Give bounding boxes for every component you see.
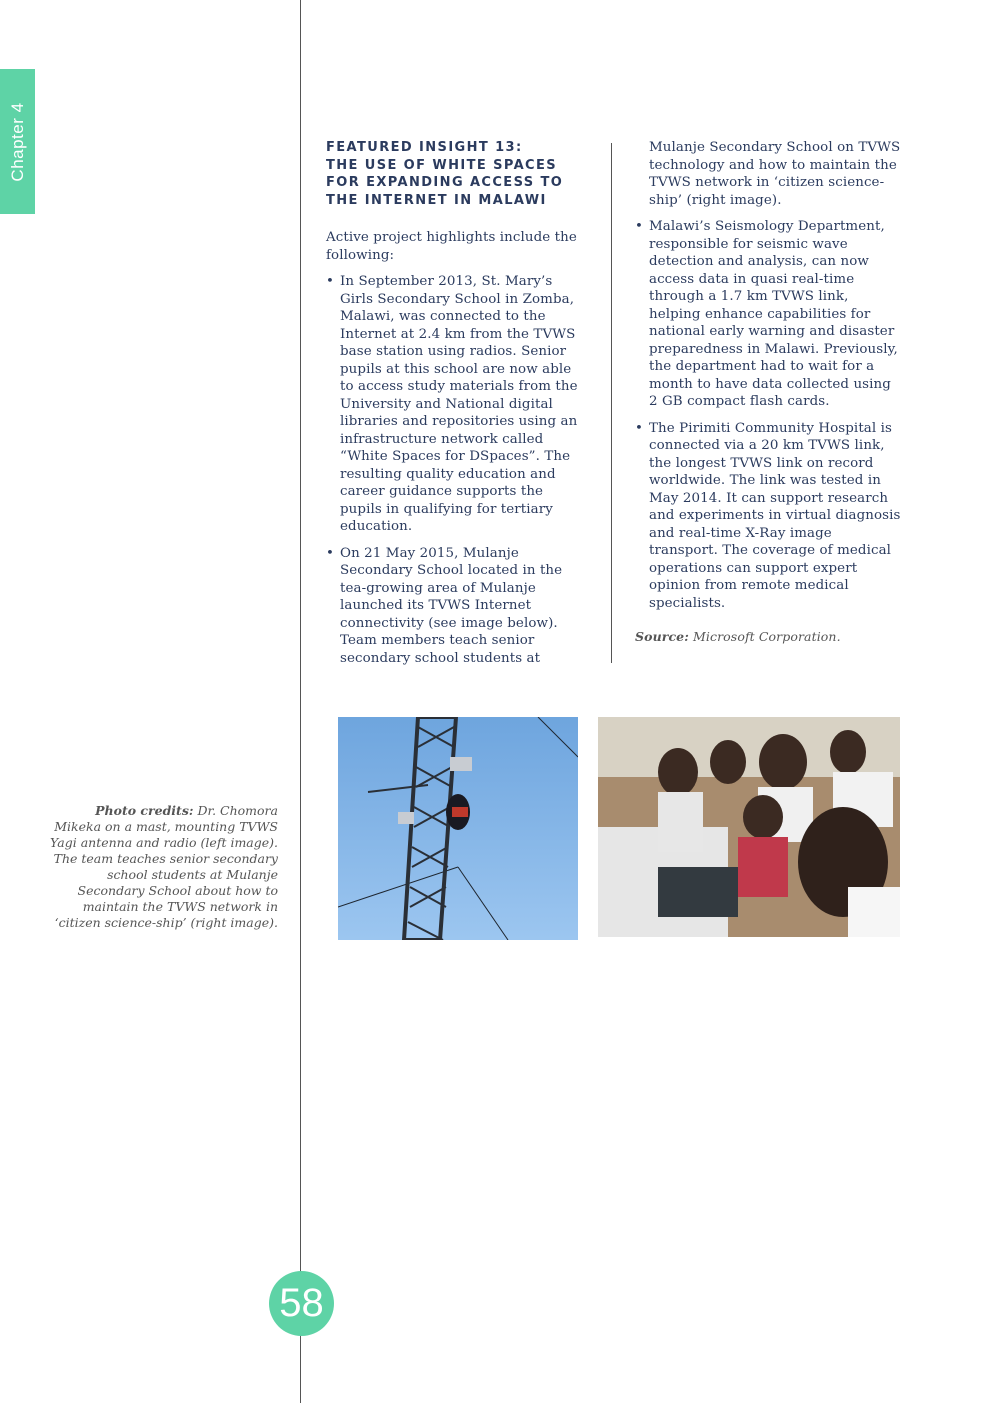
- heading-line: THE INTERNET IN MALAWI: [326, 192, 547, 208]
- heading-line: FOR EXPANDING ACCESS TO: [326, 175, 564, 190]
- list-item: • The Pirimiti Community Hospital is connected via a 20 km TVWS link, the longest TVWS link on record worldwide. The link was tested in May 2014. It can support research and experiments in virtual diagnosis and real-time X-Ray image transport. The coverage of medical operations can support expert opinion from remote medical specialists.: [635, 420, 903, 613]
- insight-right-column: [635, 139, 903, 646]
- continued-text: Mulanje Secondary School on TVWS technology and how to maintain the TVWS network in ‘citizen science-ship’ (right image).: [649, 140, 901, 208]
- heading-line: THE USE OF WHITE SPACES: [326, 157, 558, 173]
- source-text: Microsoft Corporation.: [693, 629, 841, 644]
- heading-line: FEATURED INSIGHT 13:: [326, 140, 523, 155]
- source-label: Source:: [635, 629, 689, 644]
- page-number: 58: [269, 1271, 334, 1336]
- insight-left-column: [326, 139, 584, 676]
- column-divider: [611, 143, 612, 663]
- photo-caption: [48, 803, 278, 931]
- mast-illustration: [338, 717, 578, 940]
- highlights-list-continued: [635, 218, 903, 612]
- list-item: • On 21 May 2015, Mulanje Secondary School located in the tea-growing area of Mulanje launched its TVWS Internet connectivity (see image below). Team members teach senior secondary school students at: [326, 545, 584, 668]
- highlights-list: [326, 273, 584, 667]
- caption-text: Dr. Chomora Mikeka on a mast, mounting TVWS Yagi antenna and radio (left image). The team teaches senior secondary school students at Mulanje Secondary School about how to maintain the TVWS network in ‘citizen science-ship’ (right image).: [49, 803, 278, 930]
- caption-label: Photo credits:: [95, 803, 194, 818]
- classroom-illustration: [598, 717, 900, 937]
- insight-heading: [326, 139, 584, 209]
- chapter-label: Chapter 4: [7, 101, 27, 182]
- classroom-photo: [598, 717, 900, 937]
- chapter-tab: [0, 69, 35, 214]
- source-note: [635, 628, 903, 646]
- list-item: • Malawi’s Seismology Department, responsible for seismic wave detection and analysis, can now access data in quasi real-time through a 1.7 km TVWS link, helping enhance capabilities for national early warning and disaster preparedness in Malawi. Previously, the department had to wait for a month to have data collected using 2 GB compact flash cards.: [635, 218, 903, 411]
- margin-rule: [300, 0, 301, 1403]
- intro-text: Active project highlights include the following:: [326, 230, 577, 263]
- mast-photo: [338, 717, 578, 940]
- list-item: • In September 2013, St. Mary’s Girls Secondary School in Zomba, Malawi, was connected to the Internet at 2.4 km from the TVWS base station using radios. Senior pupils at this school are now able to access study materials from the University and National digital libraries and repositories using an infrastructure network called “White Spaces for DSpaces”. The resulting quality education and career guidance supports the pupils in qualifying for tertiary education.: [326, 273, 584, 536]
